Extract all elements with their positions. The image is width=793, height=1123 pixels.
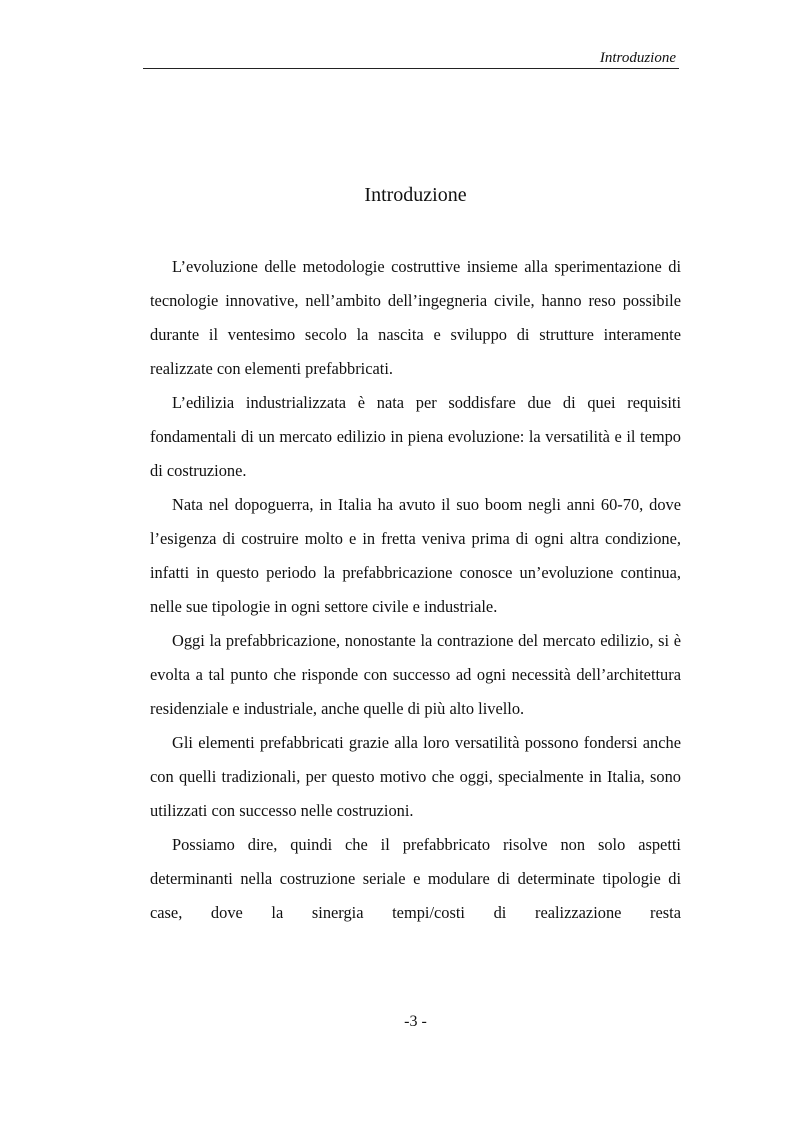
paragraph: Nata nel dopoguerra, in Italia ha avuto il suo boom negli anni 60-70, dove l’esigenza di costruire molto e in fretta veniva prima di ogni altra condizione, infatti in questo periodo la prefabbricazione conosce un’evoluzione continua, nelle sue tipologie in ogni settore civile e industriale. [150,495,681,616]
paragraph: Possiamo dire, quindi che il prefabbricato risolve non solo aspetti determinanti nella costruzione seriale e modulare di determinate tipologie di case, dove la sinergia tempi/costi di realizzazione resta [150,835,681,922]
chapter-title: Introduzione [364,184,467,206]
paragraph: L’edilizia industrializzata è nata per soddisfare due di quei requisiti fondamentali di un mercato edilizio in piena evoluzione: la versatilità e il tempo di costruzione. [150,393,681,480]
paragraph: L’evoluzione delle metodologie costruttive insieme alla sperimentazione di tecnologie innovative, nell’ambito dell’ingegneria civile, hanno reso possibile durante il ventesimo secolo la nascita e sviluppo di strutture interamente realizzate con elementi prefabbricati. [150,257,681,378]
body-text [150,250,681,930]
paragraph: Gli elementi prefabbricati grazie alla loro versatilità possono fondersi anche con quelli tradizionali, per questo motivo che oggi, specialmente in Italia, sono utilizzati con successo nelle costruzioni. [150,733,681,820]
paragraph: Oggi la prefabbricazione, nonostante la contrazione del mercato edilizio, si è evolta a tal punto che risponde con successo ad ogni necessità dell’architettura residenziale e industriale, anche quelle di più alto livello. [150,631,681,718]
running-header [143,48,679,69]
running-header-title: Introduzione [599,50,676,66]
page-number: -3 - [404,1013,427,1030]
